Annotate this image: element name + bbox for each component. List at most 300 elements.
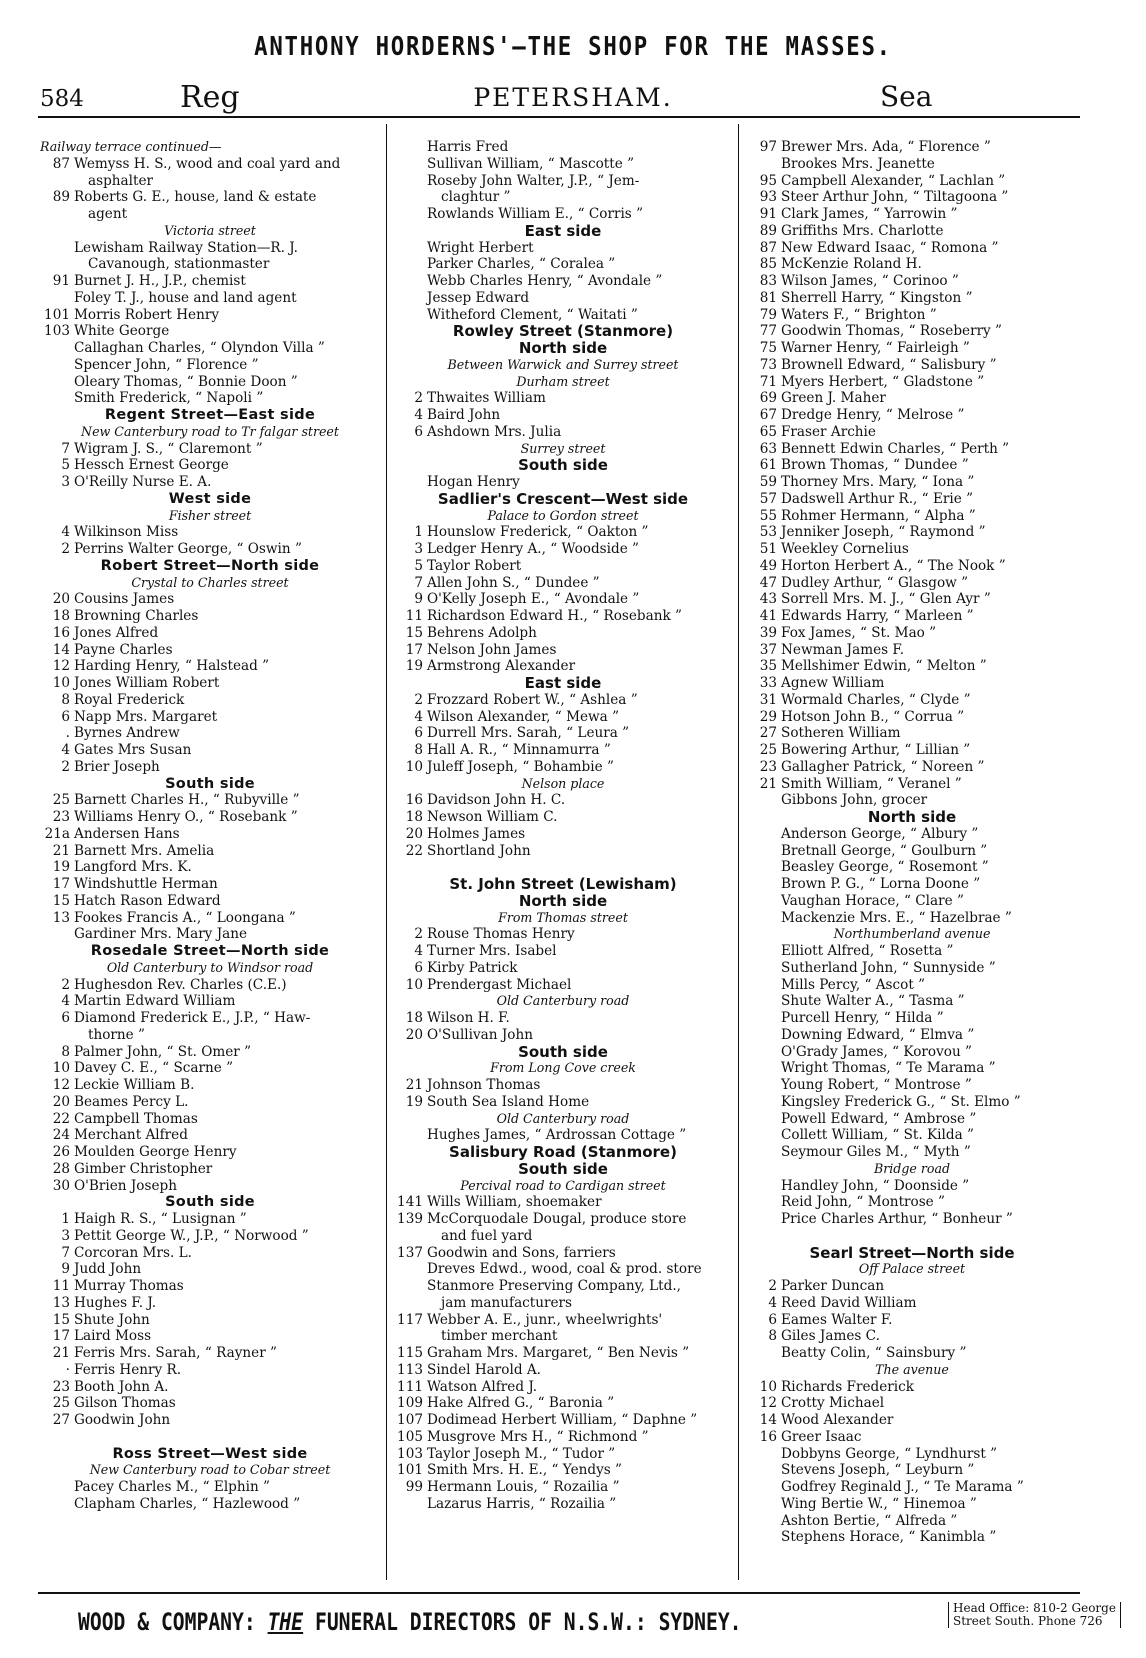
directory-entry [747, 1412, 1077, 1429]
entry-text: Beasley George, “ Rosemont ” [781, 859, 989, 876]
entry-text: Sutherland John, “ Sunnyside ” [781, 959, 996, 976]
entry-text: O'Sullivan John [427, 1026, 533, 1043]
house-number: 20 [405, 1026, 423, 1043]
house-number: 18 [405, 1010, 423, 1026]
house-number: 49 [759, 557, 777, 574]
directory-entry [40, 1144, 380, 1161]
footer-advert [78, 1601, 1116, 1636]
spacer [40, 1429, 380, 1446]
directory-entry [393, 390, 733, 407]
house-number: 25 [52, 1395, 70, 1412]
entry-text: Sindel Harold A. [427, 1361, 541, 1378]
entry-text: Smith William, “ Veranel ” [781, 775, 962, 792]
entry-text: Wills William, shoemaker [427, 1194, 602, 1211]
entry-text: Crotty Michael [781, 1395, 885, 1412]
directory-entry [40, 876, 380, 893]
house-number: 4 [414, 708, 423, 725]
house-number: 20 [52, 591, 70, 608]
column-1 [40, 139, 380, 1513]
entry-text: Dobbyns George, “ Lyndhurst ” [781, 1445, 998, 1462]
entry-text: Wigram J. S., “ Claremont ” [74, 440, 263, 457]
directory-entry [747, 776, 1077, 793]
house-number: · [65, 1361, 70, 1378]
footer-office [948, 1602, 1121, 1628]
house-number: 22 [52, 1110, 70, 1127]
house-number: 3 [414, 541, 423, 557]
directory-entry [393, 273, 733, 290]
directory-entry [393, 424, 733, 441]
directory-entry [747, 1513, 1077, 1530]
directory-entry [393, 759, 733, 776]
house-number: 19 [405, 658, 423, 675]
house-number: 3 [61, 1227, 70, 1244]
directory-entry [393, 156, 733, 173]
house-number: 139 [397, 1211, 423, 1227]
street-heading: Searl Street—North side [809, 1244, 1015, 1262]
directory-entry [393, 558, 733, 575]
entry-text: Agnew William [781, 675, 885, 691]
house-number: 7 [61, 1244, 70, 1261]
entry-text: Smith Frederick, “ Napoli ” [74, 390, 264, 407]
directory-entry [747, 759, 1077, 776]
house-number: 4 [768, 1294, 777, 1311]
directory-entry [393, 1312, 733, 1329]
house-number: 65 [759, 423, 777, 440]
directory-entry [393, 1446, 733, 1463]
house-number: 2 [414, 390, 423, 407]
house-number: 10 [405, 976, 423, 993]
entry-text: Oleary Thomas, “ Bonnie Doon ” [74, 373, 298, 390]
entry-text: Prendergast Michael [427, 976, 572, 993]
page-number: 584 [40, 86, 84, 112]
directory-entry [393, 206, 733, 223]
column-2 [393, 139, 733, 1513]
house-number: 71 [759, 373, 777, 390]
directory-entry [40, 977, 380, 994]
entry-text: Kirby Patrick [427, 959, 518, 976]
cross-street: Nelson place [521, 775, 605, 791]
directory-entry [40, 323, 380, 340]
house-number: 101 [44, 306, 70, 323]
house-number: 19 [405, 1093, 423, 1110]
entry-text: Godfrey Reginald J., “ Te Marama ” [781, 1479, 1024, 1495]
entry-text: Webb Charles Henry, “ Avondale ” [427, 273, 663, 289]
entry-text: Seymour Giles M., “ Myth ” [781, 1144, 971, 1160]
house-number: . [65, 725, 70, 742]
directory-entry [747, 1496, 1077, 1513]
entry-text: Collett William, “ St. Kilda ” [781, 1127, 974, 1144]
directory-entry [393, 1379, 733, 1396]
house-number: 105 [397, 1428, 423, 1445]
entry-text: Gardiner Mrs. Mary Jane [74, 926, 248, 943]
entry-text: Warner Henry, “ Fairleigh ” [781, 340, 970, 356]
directory-entry [747, 307, 1077, 324]
entry-text: timber merchant [441, 1328, 558, 1345]
entry-text: Rouse Thomas Henry [427, 926, 575, 943]
entry-text: Wright Herbert [427, 239, 534, 256]
house-number: 21 [52, 1345, 70, 1361]
house-number: 21 [405, 1077, 423, 1093]
directory-entry [393, 608, 733, 625]
entry-text: claghtur ” [441, 189, 511, 206]
entry-text: Richards Frederick [781, 1378, 914, 1395]
cross-street: The avenue [875, 1361, 949, 1377]
directory-entry [40, 1228, 380, 1245]
entry-text: Weekley Cornelius [781, 541, 909, 557]
entry-text: Shute John [74, 1311, 150, 1328]
entry-text: agent [88, 206, 128, 222]
directory-entry [40, 993, 380, 1010]
entry-text: Fox James, “ St. Mao ” [781, 624, 937, 641]
directory-entry [747, 273, 1077, 290]
directory-entry [40, 1211, 380, 1228]
entry-text: Perrins Walter George, “ Oswin ” [74, 541, 302, 557]
column-divider-1 [386, 124, 387, 1580]
directory-entry [747, 792, 1077, 809]
street-heading: North side [518, 340, 608, 357]
directory-entry [40, 926, 380, 943]
house-number: 20 [405, 825, 423, 842]
house-number: 30 [52, 1177, 70, 1194]
directory-entry [40, 625, 380, 642]
entry-text: O'Brien Joseph [74, 1177, 177, 1194]
directory-entry [747, 993, 1077, 1010]
house-number: 61 [759, 457, 777, 474]
entry-text: Beatty Colin, “ Sainsbury ” [781, 1345, 967, 1361]
entry-text: Bretnall George, “ Goulburn ” [781, 842, 988, 859]
entry-text: South Sea Island Home [427, 1093, 590, 1110]
directory-entry [40, 340, 380, 357]
entry-text: Wilkinson Miss [74, 524, 179, 541]
entry-text: Vaughan Horace, “ Clare ” [781, 892, 964, 909]
house-number: 20 [52, 1093, 70, 1110]
directory-entry [40, 1496, 380, 1513]
house-number: 8 [768, 1328, 777, 1345]
cross-street: Between Warwick and Surrey street [447, 356, 679, 372]
house-number: 67 [759, 407, 777, 423]
house-number: 91 [759, 206, 777, 222]
column-3 [747, 139, 1077, 1546]
cross-street: Percival road to Cardigan street [460, 1177, 666, 1193]
house-number: 10 [759, 1378, 777, 1395]
entry-text: Goodwin Thomas, “ Roseberry ” [781, 323, 1003, 340]
entry-text: Greer Isaac [781, 1428, 862, 1445]
entry-text: Cavanough, stationmaster [88, 256, 270, 273]
house-number: 14 [759, 1412, 777, 1428]
directory-entry [747, 893, 1077, 910]
house-number: 4 [61, 742, 70, 758]
entry-text: Sotheren William [781, 725, 901, 742]
entry-text: Powell Edward, “ Ambrose ” [781, 1110, 977, 1127]
directory-entry [393, 1412, 733, 1429]
entry-text: Wood Alexander [781, 1412, 894, 1428]
street-heading: Rosedale Street—North side [90, 943, 330, 959]
entry-text: Sullivan William, “ Mascotte ” [427, 155, 635, 172]
street-heading: South side [165, 1194, 255, 1211]
house-number: 53 [759, 524, 777, 541]
entry-text: Brown Thomas, “ Dundee ” [781, 457, 969, 474]
directory-entry [747, 1295, 1077, 1312]
directory-entry [747, 1044, 1077, 1061]
cross-street: Palace to Gordon street [487, 507, 639, 523]
directory-entry [747, 374, 1077, 391]
directory-entry [747, 977, 1077, 994]
entry-text: Hall A. R., “ Minnamurra ” [427, 742, 611, 758]
directory-entry [393, 1211, 733, 1228]
cross-street: New Canterbury road to Tr falgar street [81, 423, 339, 439]
house-number: 7 [414, 574, 423, 591]
entry-text: Wemyss H. S., wood and coal yard and [74, 155, 341, 172]
directory-entry [40, 273, 380, 290]
entry-text: Wilson James, “ Corinoo ” [781, 273, 959, 289]
directory-entry [40, 1178, 380, 1195]
header-rule [38, 116, 1080, 118]
entry-text: Brier Joseph [74, 758, 160, 775]
cross-street: Victoria street [164, 222, 256, 238]
directory-entry [747, 725, 1077, 742]
entry-text: Taylor Joseph M., “ Tudor ” [427, 1445, 616, 1462]
entry-text: Bowering Arthur, “ Lillian ” [781, 742, 971, 758]
header-suburb: PETERSHAM. [473, 83, 673, 112]
cross-street: Bridge road [873, 1160, 951, 1176]
street-heading: Robert Street—North side [100, 557, 320, 574]
directory-entry [747, 625, 1077, 642]
cross-street: Old Canterbury road [496, 1110, 630, 1126]
directory-entry [747, 524, 1077, 541]
directory-entry [747, 223, 1077, 240]
entry-text: Brown P. G., “ Lorna Doone ” [781, 876, 981, 892]
street-heading: East side [524, 222, 602, 240]
entry-text: Musgrove Mrs H., “ Richmond ” [427, 1428, 649, 1445]
entry-text: Hatch Rason Edward [74, 892, 221, 909]
directory-entry [747, 508, 1077, 525]
directory-entry [747, 491, 1077, 508]
house-number: 89 [52, 189, 70, 206]
directory-entry [747, 826, 1077, 843]
entry-text: Wilson H. F. [427, 1010, 510, 1026]
entry-text: Gimber Christopher [74, 1160, 213, 1177]
directory-entry [393, 658, 733, 675]
directory-entry [747, 960, 1077, 977]
entry-text: Harris Fred [427, 139, 509, 155]
entry-text: Handley John, “ Doonside ” [781, 1177, 970, 1194]
entry-text: Campbell Alexander, “ Lachlan ” [781, 172, 1006, 189]
directory-entry [40, 1379, 380, 1396]
entry-text: Gibbons John, grocer [781, 792, 928, 809]
directory-entry [393, 1395, 733, 1412]
directory-entry [40, 541, 380, 558]
entry-text: Newson William C. [427, 809, 558, 825]
entry-text: Watson Alfred J. [427, 1378, 538, 1395]
directory-entry [40, 910, 380, 927]
directory-entry [747, 340, 1077, 357]
entry-text: Hounslow Frederick, “ Oakton ” [427, 524, 649, 541]
entry-text: Merchant Alfred [74, 1127, 188, 1144]
house-number: 8 [61, 1043, 70, 1060]
cross-street: Old Canterbury road [496, 993, 630, 1009]
entry-text: jam manufacturers [441, 1294, 573, 1311]
directory-entry [747, 1077, 1077, 1094]
directory-entry [40, 1412, 380, 1429]
street-heading: Ross Street—West side [112, 1445, 308, 1462]
entry-text: Newman James F. [781, 641, 905, 658]
entry-text: Nelson John James [427, 641, 557, 658]
street-heading: South side [518, 457, 608, 474]
house-number: 99 [405, 1479, 423, 1495]
house-number: 33 [759, 675, 777, 691]
header-left-word: Reg [180, 80, 240, 115]
entry-text: Barnett Mrs. Amelia [74, 842, 215, 859]
directory-entry [40, 1395, 380, 1412]
directory-entry [747, 1345, 1077, 1362]
house-number: 19 [52, 859, 70, 876]
entry-text: Royal Frederick [74, 691, 185, 708]
directory-entry [747, 843, 1077, 860]
entry-text: Goodwin and Sons, farriers [427, 1244, 616, 1261]
house-number: 1 [61, 1211, 70, 1227]
directory-entry [747, 1429, 1077, 1446]
cross-street: Crystal to Charles street [131, 574, 289, 590]
directory-entry [393, 692, 733, 709]
entry-text: Dudley Arthur, “ Glasgow ” [781, 574, 969, 591]
house-number: 8 [414, 742, 423, 758]
house-number: 27 [759, 725, 777, 742]
entry-text: Green J. Maher [781, 390, 886, 407]
directory-entry [40, 1312, 380, 1329]
entry-text: Durrell Mrs. Sarah, “ Leura ” [427, 725, 630, 742]
directory-entry [393, 1429, 733, 1446]
street-heading: Regent Street—East side [104, 407, 316, 423]
directory-entry [747, 1462, 1077, 1479]
entry-text: Hessch Ernest George [74, 457, 229, 474]
entry-text: Brewer Mrs. Ada, “ Florence ” [781, 139, 991, 155]
cross-street: From Thomas street [498, 909, 628, 925]
entry-text: Lazarus Harris, “ Rozailia ” [427, 1495, 617, 1512]
directory-entry [747, 943, 1077, 960]
directory-entry [40, 374, 380, 391]
entry-text: Booth John A. [74, 1378, 169, 1395]
house-number: 87 [759, 239, 777, 256]
house-number: 15 [52, 892, 70, 909]
house-number: 9 [61, 1261, 70, 1278]
entry-text: Downing Edward, “ Elmva ” [781, 1026, 975, 1043]
entry-text: Hotson John B., “ Corrua ” [781, 708, 965, 725]
house-number: 7 [61, 440, 70, 457]
directory-entry [393, 843, 733, 860]
entry-text: Napp Mrs. Margaret [74, 708, 218, 725]
cross-street: Old Canterbury to Windsor road [106, 959, 314, 975]
entry-text: O'Kelly Joseph E., “ Avondale ” [427, 591, 640, 608]
directory-entry [393, 189, 733, 206]
directory-entry [393, 625, 733, 642]
directory-entry [747, 859, 1077, 876]
house-number: 91 [52, 273, 70, 289]
directory-entry [40, 591, 380, 608]
directory-entry [393, 240, 733, 257]
directory-entry [40, 1044, 380, 1061]
entry-text: Turner Mrs. Isabel [427, 943, 557, 959]
directory-entry [393, 1027, 733, 1044]
house-number: 81 [759, 289, 777, 306]
entry-text: Ferris Mrs. Sarah, “ Rayner ” [74, 1345, 277, 1361]
house-number: 12 [759, 1395, 777, 1412]
directory-entry [40, 307, 380, 324]
entry-text: Murray Thomas [74, 1278, 184, 1294]
directory-entry [393, 591, 733, 608]
entry-text: Beames Percy L. [74, 1093, 189, 1110]
house-number: 6 [768, 1311, 777, 1328]
entry-text: Behrens Adolph [427, 624, 537, 641]
entry-text: Moulden George Henry [74, 1144, 237, 1160]
entry-text: Brownell Edward, “ Salisbury ” [781, 356, 997, 373]
entry-text: Dreves Edwd., wood, coal & prod. store [427, 1261, 702, 1278]
house-number: 6 [61, 708, 70, 725]
cross-street: Northumberland avenue [833, 926, 991, 942]
house-number: 31 [759, 691, 777, 708]
directory-entry [747, 709, 1077, 726]
directory-entry [747, 390, 1077, 407]
directory-entry [393, 173, 733, 190]
directory-entry [747, 1479, 1077, 1496]
directory-entry [747, 1529, 1077, 1546]
house-number: 35 [759, 658, 777, 675]
directory-entry [40, 1127, 380, 1144]
street-heading: St. John Street (Lewisham) [449, 876, 677, 893]
house-number: 29 [759, 708, 777, 725]
entry-text: Andersen Hans [74, 825, 180, 842]
entry-text: Stephens Horace, “ Kanimbla ” [781, 1529, 997, 1546]
entry-text: White George [74, 323, 170, 340]
entry-text: Mellshimer Edwin, “ Melton ” [781, 658, 987, 675]
directory-entry [40, 1077, 380, 1094]
entry-text: Ashton Bertie, “ Alfreda ” [781, 1512, 958, 1529]
cross-street: New Canterbury road to Cobar street [89, 1462, 331, 1478]
house-number: 13 [52, 1294, 70, 1311]
directory-entry [393, 1462, 733, 1479]
house-number: 111 [397, 1378, 423, 1395]
entry-text: McKenzie Roland H. [781, 256, 922, 273]
house-number: 51 [759, 541, 777, 557]
directory-entry [40, 1094, 380, 1111]
entry-text: Eames Walter F. [781, 1311, 893, 1328]
cross-street: Off Palace street [858, 1261, 966, 1277]
house-number: 109 [397, 1395, 423, 1412]
entry-text: O'Grady James, “ Korovou ” [781, 1043, 972, 1060]
street-heading: South side [518, 1160, 608, 1178]
house-number: 55 [759, 507, 777, 524]
house-number: 28 [52, 1160, 70, 1177]
directory-entry [393, 1479, 733, 1496]
directory-entry [747, 1144, 1077, 1161]
house-number: 8 [61, 691, 70, 708]
entry-text: Sherrell Harry, “ Kingston ” [781, 289, 973, 306]
directory-entry [40, 826, 380, 843]
directory-entry [40, 1245, 380, 1262]
entry-text: Johnson Thomas [427, 1077, 541, 1093]
entry-text: Witheford Clement, “ Waitati ” [427, 306, 638, 323]
footer-suffix: FUNERAL DIRECTORS OF N.S.W.: SYDNEY. [303, 1608, 742, 1636]
house-number: 5 [414, 557, 423, 574]
house-number: 25 [52, 792, 70, 809]
directory-entry [40, 457, 380, 474]
directory-entry [393, 1278, 733, 1295]
house-number: 6 [61, 1010, 70, 1026]
entry-text: Hake Alfred G., “ Baronia ” [427, 1395, 615, 1412]
house-number: 23 [52, 809, 70, 825]
entry-text: Barnett Charles H., “ Rubyville ” [74, 792, 300, 809]
entry-text: Judd John [74, 1261, 142, 1278]
directory-entry [393, 1094, 733, 1111]
